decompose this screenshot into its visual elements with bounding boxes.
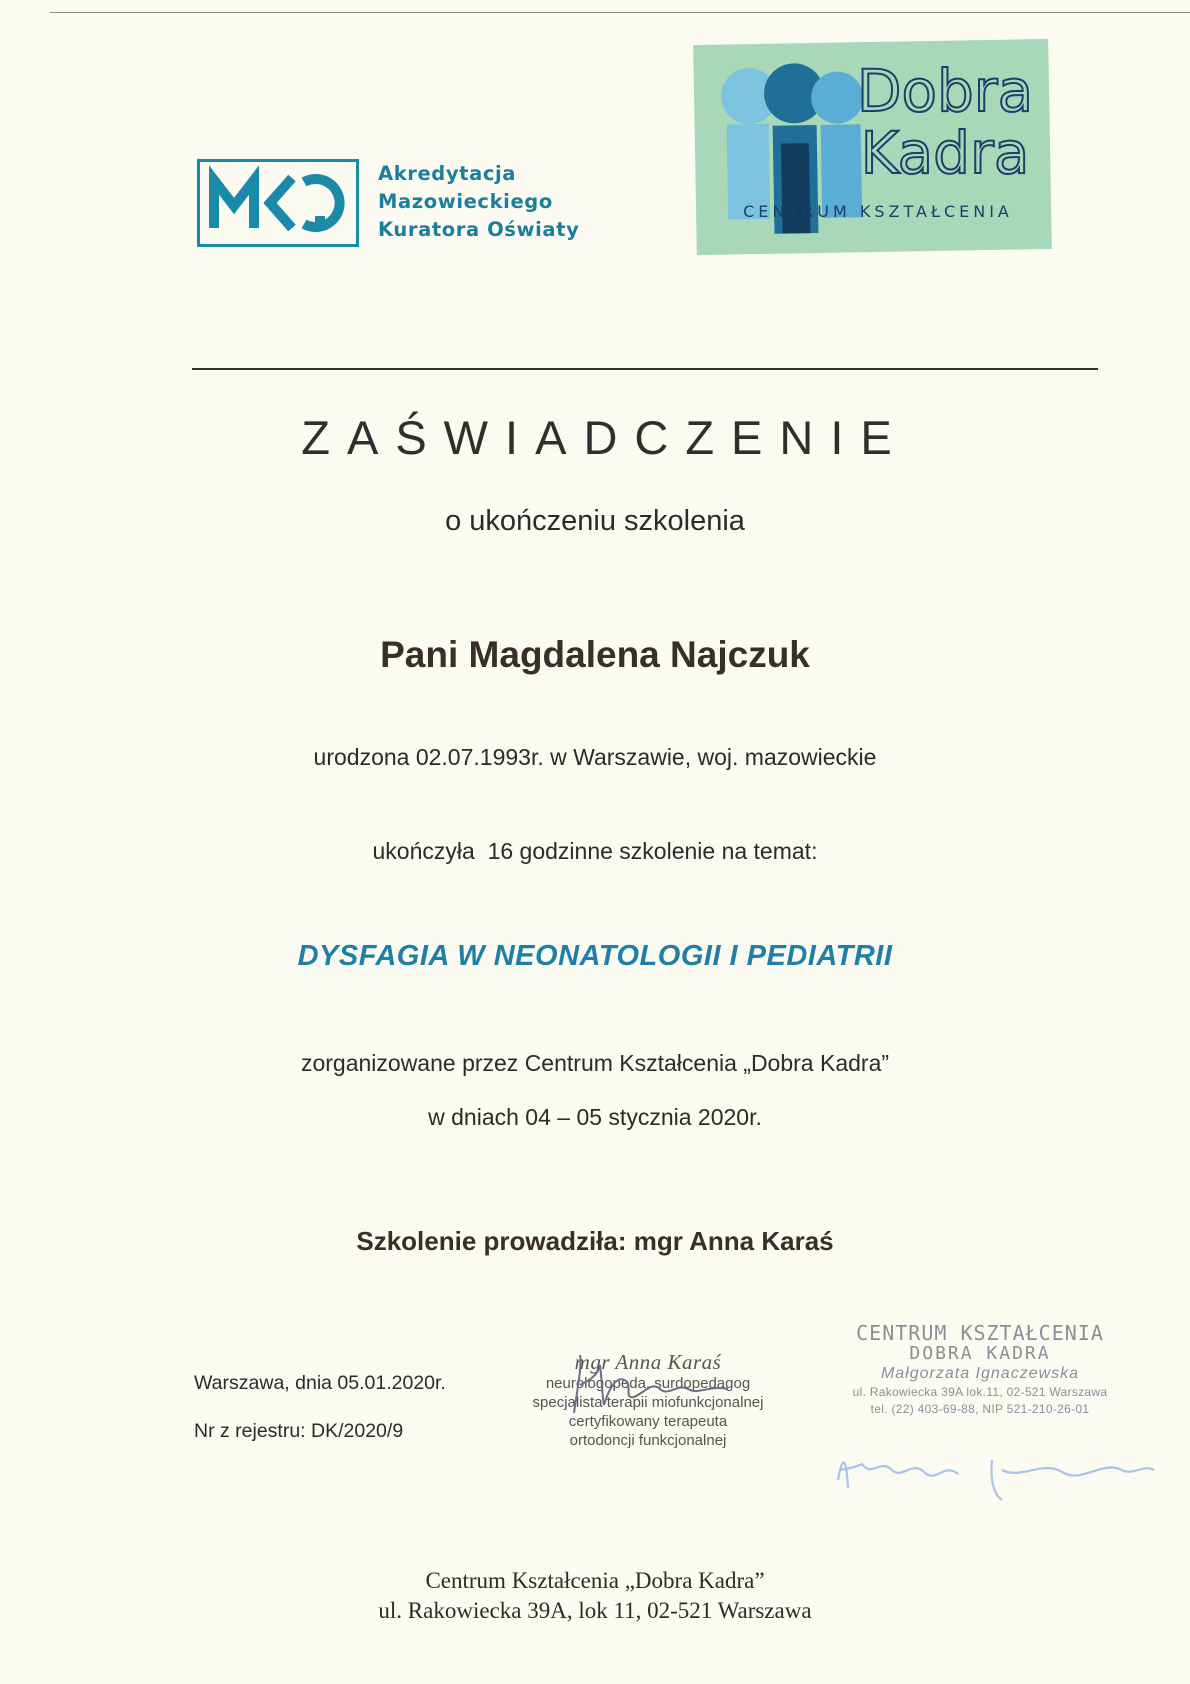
header-divider [192, 368, 1098, 370]
company-stamp-address: ul. Rakowiecka 39A lok.11, 02-521 Warszawa [852, 1385, 1108, 1399]
company-stamp-phone: tel. (22) 403-69-88, NIP 521-210-26-01 [870, 1402, 1090, 1416]
birth-info: urodzona 02.07.1993r. w Warszawie, woj. mazowieckie [313, 744, 877, 770]
organizer-info: zorganizowane przez Centrum Kształcenia „Dobra Kadra” [300, 1050, 890, 1076]
footer-company-name: Centrum Kształcenia „Dobra Kadra” [425, 1568, 765, 1593]
completion-info: ukończyła 16 godzinne szkolenie na temat: [372, 838, 818, 864]
company-stamp-person: Małgorzata Ignaczewska [880, 1365, 1080, 1382]
register-number: Nr z rejestru: DK/2020/9 [194, 1420, 404, 1442]
course-dates: w dniach 04 – 05 stycznia 2020r. [428, 1104, 762, 1130]
director-signature [832, 1440, 1162, 1510]
trainer-stamp-line: certyfikowany terapeuta [568, 1413, 728, 1430]
recipient-name: Pani Magdalena Najczuk [380, 634, 810, 675]
company-stamp-line2: DOBRA KADRA [909, 1343, 1051, 1364]
trainer-stamp-line: neurologopeda, surdopedagog [545, 1375, 751, 1392]
company-stamp-line1: CENTRUM KSZTAŁCENIA [856, 1321, 1104, 1345]
mko-logo [197, 159, 359, 247]
certificate-title: ZAŚWIADCZENIE [301, 411, 909, 464]
footer-address: ul. Rakowiecka 39A, lok 11, 02-521 Warszawa [378, 1598, 812, 1623]
trainer-stamp-line: specjalista terapii miofunkcjonalnej [532, 1394, 764, 1411]
mko-text-line: Akredytacja [378, 162, 517, 185]
trainer-info: Szkolenie prowadziła: mgr Anna Karaś [356, 1226, 834, 1256]
page-top-edge [50, 12, 1190, 13]
company-stamp [835, 1322, 1125, 1418]
mko-text-line: Mazowieckiego [378, 190, 553, 213]
dobra-kadra-subtitle: CENTRUM KSZTAŁCENIA [743, 202, 1013, 221]
trainer-signature [560, 1345, 760, 1425]
dobra-kadra-title: Dobra Kadra [856, 57, 1034, 187]
issue-place-date: Warszawa, dnia 05.01.2020r. [194, 1372, 446, 1394]
mko-accreditation-text [378, 160, 638, 244]
mko-mark-icon [200, 162, 356, 244]
certificate-subtitle: o ukończeniu szkolenia [445, 505, 745, 537]
course-title: DYSFAGIA W NEONATOLOGII I PEDIATRII [297, 940, 893, 972]
trainer-stamp-name: mgr Anna Karaś [574, 1350, 722, 1374]
mko-text-line: Kuratora Oświaty [378, 218, 580, 241]
trainer-stamp-line: ortodoncji funkcjonalnej [569, 1432, 727, 1449]
